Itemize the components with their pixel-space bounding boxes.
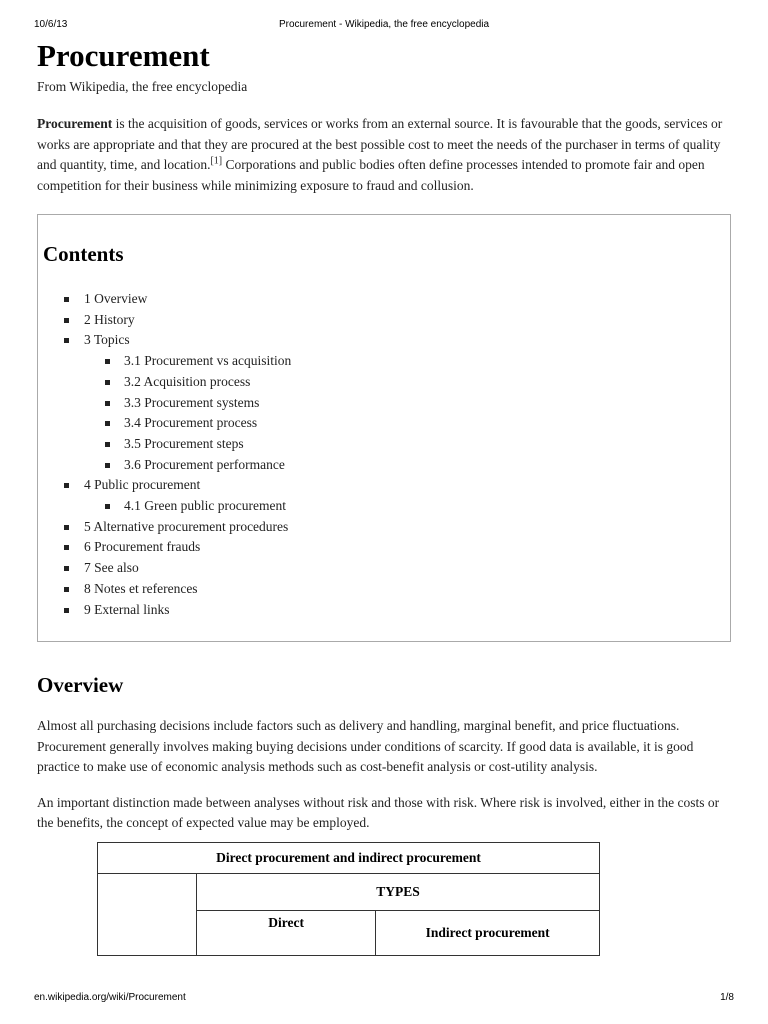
print-title: Procurement - Wikipedia, the free encyclopedia (278, 19, 490, 30)
intro-paragraph (37, 114, 733, 196)
toc-item-procurement-steps[interactable]: 3.5 Procurement steps (84, 434, 730, 455)
toc-item-procurement-process[interactable]: 3.4 Procurement process (84, 413, 730, 434)
site-tagline: From Wikipedia, the free encyclopedia (37, 79, 248, 94)
toc-item-public-procurement[interactable]: 4 Public procurement 4.1 Green public procurement (43, 475, 730, 516)
intro-text-2: Corporations and public bodies often define processes intended to promote fair and open competition for their business while minimizing exposure to fraud and collusion. (37, 157, 705, 193)
toc-list (43, 289, 730, 620)
overview-paragraph-2: An important distinction made between analyses without risk and those with risk. Where risk is involved, either in the costs or the benefits, the concept of expected value may be employed. (37, 794, 720, 830)
toc-item-notes-references[interactable]: 8 Notes et references (43, 579, 730, 600)
toc-item-acquisition-process[interactable]: 3.2 Acquisition process (84, 372, 730, 393)
print-page-number: 1/8 (720, 992, 734, 1003)
toc-item-external-links[interactable]: 9 External links (43, 600, 730, 621)
table-of-contents (37, 214, 731, 642)
table-category-cell (98, 874, 197, 956)
table-indirect-header: Indirect procurement (376, 911, 600, 956)
toc-item-procurement-frauds[interactable]: 6 Procurement frauds (43, 537, 730, 558)
table-types-header: TYPES (197, 874, 600, 911)
toc-item-overview[interactable]: 1 Overview (43, 289, 730, 310)
print-url: en.wikipedia.org/wiki/Procurement (34, 992, 186, 1003)
toc-sublist-public (84, 496, 730, 517)
toc-sublist-topics (84, 351, 730, 475)
toc-item-topics[interactable]: 3 Topics 3.1 Procurement vs acquisition 3.2 Acquisition process 3.3 Procurement systems 3.4 Procurement process 3.5 Procurement steps 3.6 Procurement performance (43, 330, 730, 475)
print-header (0, 19, 768, 33)
section-heading-overview: Overview (37, 673, 124, 697)
reference-link-1[interactable]: [1] (210, 155, 223, 167)
table-caption: Direct procurement and indirect procurement (98, 843, 600, 874)
toc-title: Contents (43, 242, 124, 266)
toc-item-procurement-vs-acquisition[interactable]: 3.1 Procurement vs acquisition (84, 351, 730, 372)
toc-item-see-also[interactable]: 7 See also (43, 558, 730, 579)
intro-term: Procurement (37, 116, 113, 131)
toc-item-procurement-performance[interactable]: 3.6 Procurement performance (84, 455, 730, 476)
toc-item-procurement-systems[interactable]: 3.3 Procurement systems (84, 393, 730, 414)
toc-item-alternative-procedures[interactable]: 5 Alternative procurement procedures (43, 517, 730, 538)
toc-item-history[interactable]: 2 History (43, 310, 730, 331)
page-title: Procurement (37, 38, 210, 73)
intro-text-1: is the acquisition of goods, services or works from an external source. It is favourable that the goods, services or works are appropriate and that they are procured at the best possible cost to meet the needs of the purchaser in terms of quality and quantity, time, and location. (37, 116, 723, 172)
print-date: 10/6/13 (34, 19, 68, 30)
table-direct-header: Direct (197, 911, 376, 956)
print-footer (0, 992, 768, 1006)
toc-item-green-public-procurement[interactable]: 4.1 Green public procurement (84, 496, 730, 517)
procurement-types-table (97, 842, 600, 956)
overview-paragraph-1: Almost all purchasing decisions include factors such as delivery and handling, marginal benefit, and price fluctuations. Procurement generally involves making buying decisions under conditions of scarcity. If good data is available, it is good practice to make use of economic analysis methods such as cost-benefit analysis or cost-utility analysis. (37, 718, 694, 774)
